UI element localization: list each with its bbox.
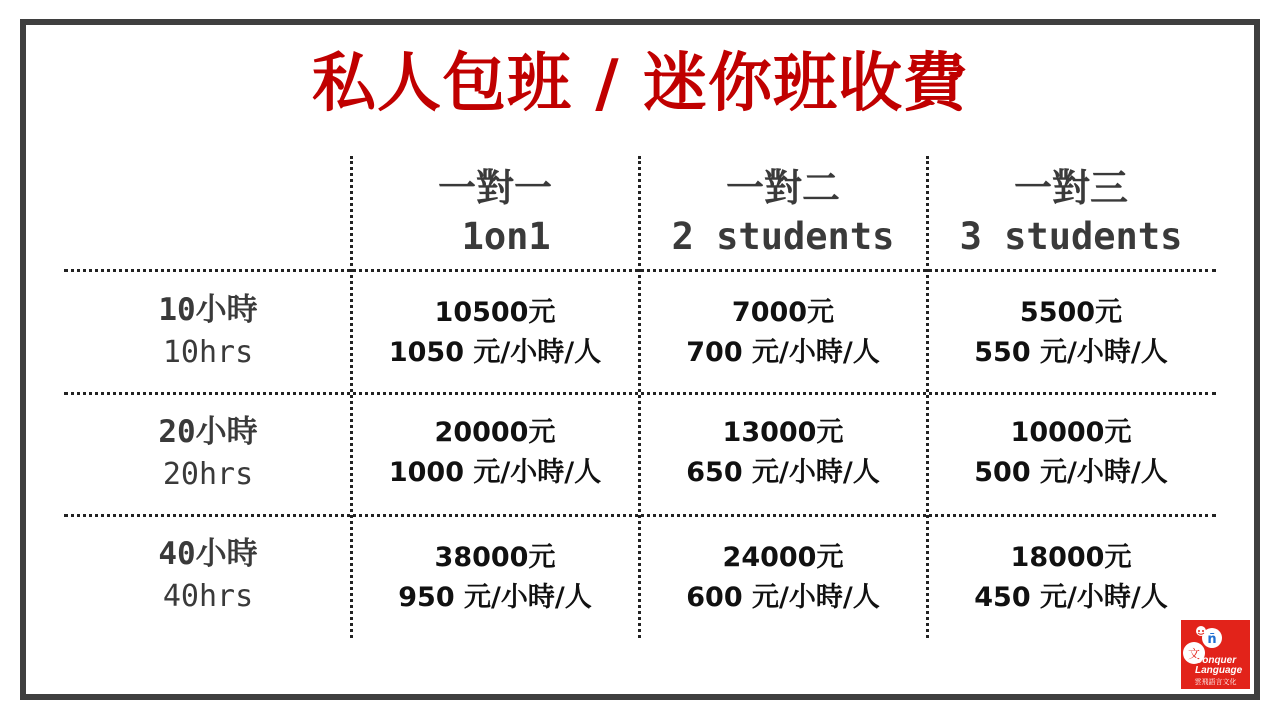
price-cell [929, 413, 1213, 493]
grid-divider-horizontal [64, 514, 1216, 517]
row-header-en: 20hrs [162, 457, 254, 492]
row-header-en: 10hrs [162, 335, 254, 370]
column-header-en: 3 students [959, 215, 1183, 258]
logo-brand-line1: Conquer [1195, 655, 1237, 666]
logo-subtitle: 雲飛語言文化 [1194, 678, 1237, 686]
row-header-zh: 10小時 [158, 292, 258, 328]
grid-divider-horizontal [64, 269, 1216, 272]
logo-glyph-wen: 文 [1187, 647, 1201, 661]
column-header-en: 2 students [671, 215, 895, 258]
row-header-en: 40hrs [162, 579, 254, 614]
price-total: 10500元 [434, 297, 556, 328]
price-rate: 600 元/小時/人 [686, 582, 880, 613]
price-total: 20000元 [434, 417, 556, 448]
price-total: 18000元 [1010, 542, 1132, 573]
grid-divider-horizontal [64, 392, 1216, 395]
price-rate: 450 元/小時/人 [974, 582, 1168, 613]
price-cell [641, 538, 925, 618]
price-cell [353, 293, 637, 373]
conquer-language-logo [1181, 620, 1250, 689]
logo-brand-line2: Language [1195, 665, 1243, 676]
price-cell [353, 413, 637, 493]
price-rate: 1000 元/小時/人 [388, 457, 602, 488]
price-rate: 500 元/小時/人 [974, 457, 1168, 488]
column-header-3-students [929, 165, 1213, 263]
row-header-zh: 40小時 [158, 536, 258, 572]
logo-brand [1195, 656, 1250, 676]
column-header-en: 1on1 [439, 215, 551, 258]
price-rate: 550 元/小時/人 [974, 337, 1168, 368]
row-header-20hrs [66, 410, 350, 496]
price-total: 10000元 [1010, 417, 1132, 448]
price-cell [929, 538, 1213, 618]
price-total: 13000元 [722, 417, 844, 448]
page-title: 私人包班 / 迷你班收費 [312, 47, 968, 121]
column-header-1on1 [353, 165, 637, 263]
price-cell [641, 293, 925, 373]
column-header-zh: 一對二 [725, 166, 840, 210]
price-total: 5500元 [1019, 297, 1123, 328]
price-total: 24000元 [722, 542, 844, 573]
price-total: 38000元 [434, 542, 556, 573]
column-header-zh: 一對三 [1013, 166, 1128, 210]
row-header-10hrs [66, 288, 350, 374]
column-header-2-students [641, 165, 925, 263]
price-rate: 1050 元/小時/人 [388, 337, 602, 368]
price-cell [929, 293, 1213, 373]
row-header-40hrs [66, 532, 350, 618]
logo-glyph-n: ñ [1207, 632, 1217, 647]
price-rate: 950 元/小時/人 [398, 582, 592, 613]
price-cell [353, 538, 637, 618]
price-total: 7000元 [731, 297, 835, 328]
price-cell [641, 413, 925, 493]
row-header-zh: 20小時 [158, 414, 258, 450]
column-header-zh: 一對一 [437, 166, 552, 210]
price-rate: 700 元/小時/人 [686, 337, 880, 368]
price-rate: 650 元/小時/人 [686, 457, 880, 488]
